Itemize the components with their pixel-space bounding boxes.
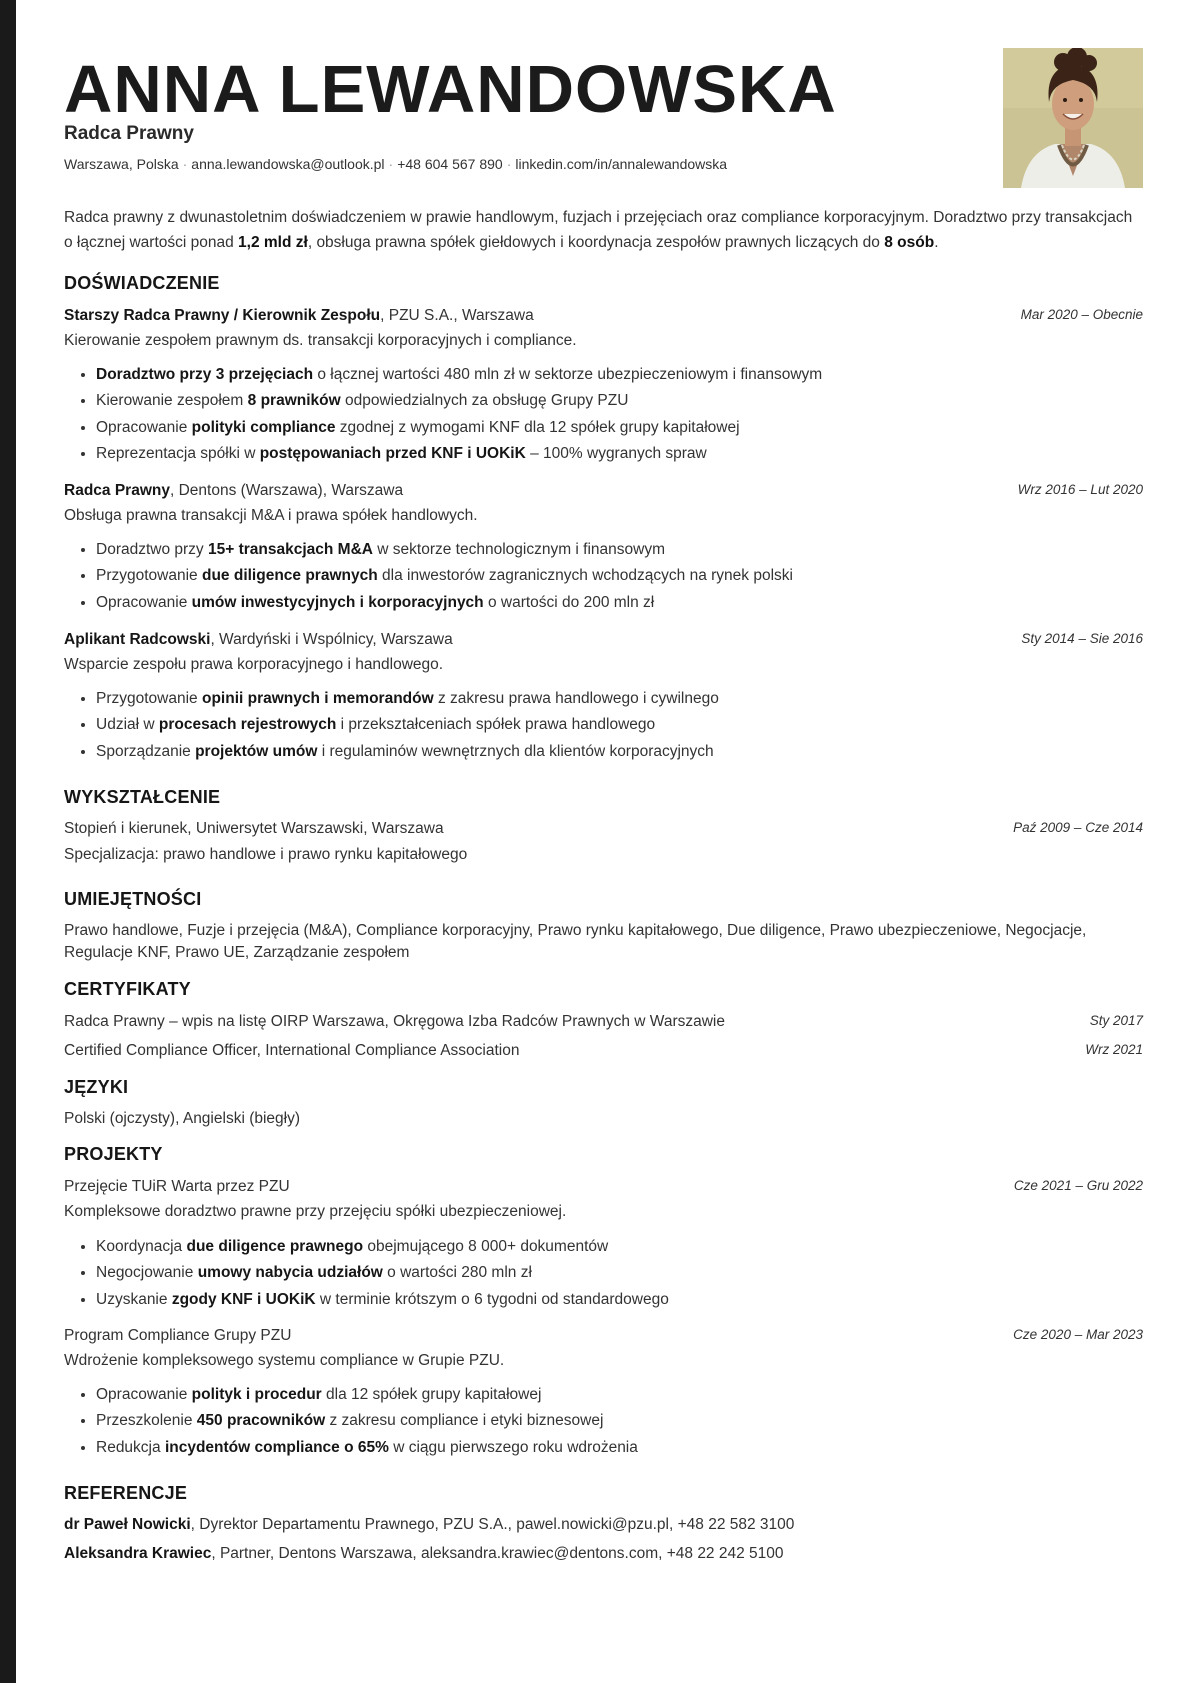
- section-heading-projects: PROJEKTY: [64, 1144, 163, 1164]
- education-date: Paź 2009 – Cze 2014: [1013, 820, 1143, 835]
- achievement-item: • Przygotowanie opinii prawnych i memorandów z zakresu prawa handlowego i cywilnego: [96, 686, 719, 712]
- job-title-line: [64, 482, 403, 500]
- certificate-name: Certified Compliance Officer, International Compliance Association: [64, 1042, 520, 1059]
- certificate-date: Wrz 2021: [1085, 1042, 1143, 1057]
- achievement-item: • Koordynacja due diligence prawnego obejmującego 8 000+ dokumentów: [96, 1234, 669, 1260]
- phone: +48 604 567 890: [397, 156, 503, 172]
- job-company: , Wardyński i Wspólnicy, Warszawa: [210, 631, 453, 648]
- job-title-line: [64, 631, 453, 649]
- achievement-item: • Przygotowanie due diligence prawnych dla inwestorów zagranicznych wchodzących na rynek polski: [96, 563, 793, 589]
- achievement-item: • Reprezentacja spółki w postępowaniach przed KNF i UOKiK – 100% wygranych spraw: [96, 441, 822, 467]
- linkedin-link[interactable]: linkedin.com/in/annalewandowska: [515, 156, 728, 172]
- section-heading-languages: JĘZYKI: [64, 1077, 129, 1097]
- email-link[interactable]: anna.lewandowska@outlook.pl: [191, 156, 385, 172]
- professional-summary: [64, 205, 1143, 255]
- job-title-line: [64, 307, 534, 325]
- languages-list: Polski (ojczysty), Angielski (biegły): [64, 1110, 301, 1127]
- job-date: Mar 2020 – Obecnie: [1020, 307, 1143, 322]
- job-achievements: [64, 362, 822, 467]
- reference-item: [64, 1545, 784, 1563]
- project-date: Cze 2020 – Mar 2023: [1013, 1327, 1143, 1342]
- achievement-item: • Udział w procesach rejestrowych i przekształceniach spółek prawa handlowego: [96, 712, 719, 738]
- section-heading-skills: UMIEJĘTNOŚCI: [64, 889, 202, 909]
- achievement-item: • Redukcja incydentów compliance o 65% w ciągu pierwszego roku wdrożenia: [96, 1435, 638, 1461]
- achievement-item: • Opracowanie umów inwestycyjnych i korporacyjnych o wartości do 200 mln zł: [96, 590, 793, 616]
- reference-name: dr Paweł Nowicki: [64, 1516, 191, 1533]
- job-date: Wrz 2016 – Lut 2020: [1017, 482, 1143, 497]
- summary-highlight: 8 osób: [884, 234, 935, 251]
- achievement-item: • Negocjowanie umowy nabycia udziałów o wartości 280 mln zł: [96, 1260, 669, 1286]
- project-description: Kompleksowe doradztwo prawne przy przejęciu spółki ubezpieczeniowej.: [64, 1203, 567, 1220]
- portrait-image: [1003, 48, 1143, 188]
- achievement-item: • Przeszkolenie 450 pracowników z zakresu compliance i etyki biznesowej: [96, 1408, 638, 1434]
- skills-list: Prawo handlowe, Fuzje i przejęcia (M&A), Compliance korporacyjny, Prawo rynku kapitałowego, Due diligence, Prawo ubezpieczeniowe, Negocjacje, Regulacje KNF, Prawo UE, Zarządzanie zespołem: [64, 922, 1087, 961]
- project-title: Program Compliance Grupy PZU: [64, 1327, 292, 1344]
- education-detail: Specjalizacja: prawo handlowe i prawo rynku kapitałowego: [64, 846, 468, 863]
- job-achievements: [64, 537, 793, 616]
- education-line: Stopień i kierunek, Uniwersytet Warszawski, Warszawa: [64, 820, 444, 837]
- job-title: Aplikant Radcowski: [64, 631, 211, 648]
- candidate-role: Radca Prawny: [64, 123, 194, 144]
- separator: ·: [182, 156, 188, 172]
- project-achievements: [64, 1234, 669, 1313]
- reference-item: [64, 1516, 794, 1534]
- contact-line: [64, 156, 727, 172]
- job-date: Sty 2014 – Sie 2016: [1021, 631, 1143, 646]
- achievement-item: • Doradztwo przy 15+ transakcjach M&A w sektorze technologicznym i finansowym: [96, 537, 793, 563]
- reference-details: , Dyrektor Departamentu Prawnego, PZU S.A., pawel.nowicki@pzu.pl, +48 22 582 3100: [190, 1516, 795, 1533]
- achievement-item: • Opracowanie polityk i procedur dla 12 spółek grupy kapitałowej: [96, 1382, 638, 1408]
- separator: ·: [388, 156, 394, 172]
- summary-text: Radca prawny z dwunastoletnim doświadczeniem w prawie handlowym, fuzjach i przejęciach oraz compliance korporacyjnym. Doradztwo przy transakcjach o łącznej wartości ponad: [64, 209, 1133, 251]
- section-heading-references: REFERENCJE: [64, 1483, 188, 1503]
- job-title: Radca Prawny: [64, 482, 170, 499]
- candidate-name: ANNA LEWANDOWSKA: [64, 52, 837, 127]
- separator: ·: [506, 156, 512, 172]
- section-heading-education: WYKSZTAŁCENIE: [64, 787, 221, 807]
- job-company: , Dentons (Warszawa), Warszawa: [169, 482, 404, 499]
- project-title: Przejęcie TUiR Warta przez PZU: [64, 1178, 290, 1195]
- reference-name: Aleksandra Krawiec: [64, 1545, 212, 1562]
- summary-highlight: 1,2 mld zł: [238, 234, 308, 251]
- job-description: Wsparcie zespołu prawa korporacyjnego i handlowego.: [64, 656, 444, 673]
- certificate-date: Sty 2017: [1089, 1013, 1143, 1028]
- location: Warszawa, Polska: [64, 156, 179, 172]
- reference-details: , Partner, Dentons Warszawa, aleksandra.krawiec@dentons.com, +48 22 242 5100: [211, 1545, 784, 1562]
- summary-text: , obsługa prawna spółek giełdowych i koordynacja zespołów prawnych liczących do: [307, 234, 885, 251]
- project-achievements: [64, 1382, 638, 1461]
- achievement-item: • Kierowanie zespołem 8 prawników odpowiedzialnych za obsługę Grupy PZU: [96, 388, 822, 414]
- profile-photo: [1003, 48, 1143, 188]
- job-description: Kierowanie zespołem prawnym ds. transakcji korporacyjnych i compliance.: [64, 332, 577, 349]
- achievement-item: • Opracowanie polityki compliance zgodnej z wymogami KNF dla 12 spółek grupy kapitałowej: [96, 415, 822, 441]
- project-date: Cze 2021 – Gru 2022: [1013, 1178, 1143, 1193]
- section-heading-certificates: CERTYFIKATY: [64, 979, 191, 999]
- job-achievements: [64, 686, 719, 765]
- resume-page: [16, 0, 1190, 1683]
- achievement-item: • Doradztwo przy 3 przejęciach o łącznej wartości 480 mln zł w sektorze ubezpieczeniowym i finansowym: [96, 362, 822, 388]
- achievement-item: • Sporządzanie projektów umów i regulaminów wewnętrznych dla klientów korporacyjnych: [96, 739, 719, 765]
- certificate-name: Radca Prawny – wpis na listę OIRP Warszawa, Okręgowa Izba Radców Prawnych w Warszawie: [64, 1013, 725, 1030]
- job-company: , PZU S.A., Warszawa: [380, 307, 534, 324]
- project-description: Wdrożenie kompleksowego systemu compliance w Grupie PZU.: [64, 1352, 505, 1369]
- job-description: Obsługa prawna transakcji M&A i prawa spółek handlowych.: [64, 507, 478, 524]
- achievement-item: • Uzyskanie zgody KNF i UOKiK w terminie krótszym o 6 tygodni od standardowego: [96, 1287, 669, 1313]
- summary-text: .: [934, 234, 939, 251]
- section-heading-experience: DOŚWIADCZENIE: [64, 273, 220, 293]
- job-title: Starszy Radca Prawny / Kierownik Zespołu: [64, 307, 381, 324]
